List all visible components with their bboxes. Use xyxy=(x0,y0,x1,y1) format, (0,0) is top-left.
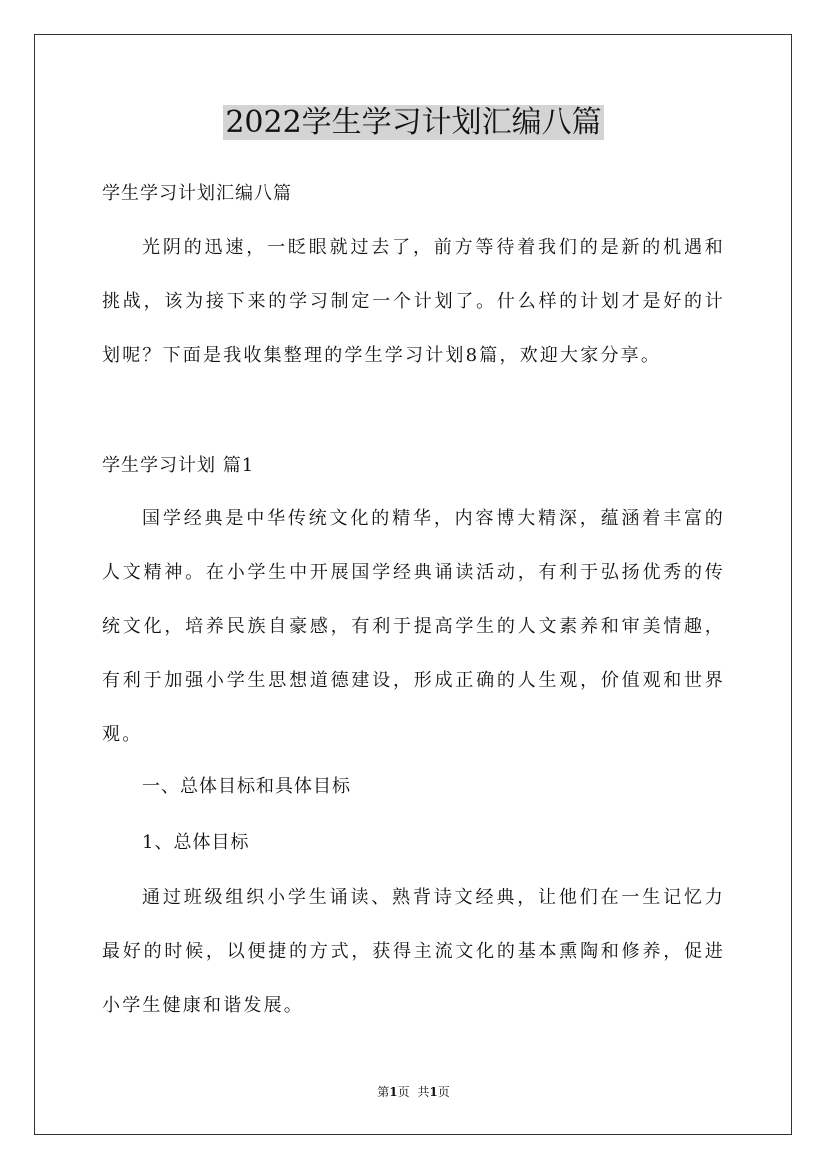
part1-paragraph: 国学经典是中华传统文化的精华，内容博大精深，蕴涵着丰富的人文精神。在小学生中开展国学经典诵读活动，有利于弘扬优秀的传统文化，培养民族自豪感，有利于提高学生的人文素养和审美情趣，有利于加强小学生思想道德建设，形成正确的人生观，价值观和世界观。 xyxy=(102,508,725,745)
document-subtitle: 学生学习计划汇编八篇 xyxy=(102,183,292,204)
part1-heading: 学生学习计划 篇1 xyxy=(102,455,255,476)
footer-total-suffix: 页 xyxy=(437,1085,450,1099)
intro-paragraph: 光阴的迅速，一眨眼就过去了，前方等待着我们的是新的机遇和挑战，该为接下来的学习制定一个计划了。什么样的计划才是好的计划呢？下面是我收集整理的学生学习计划8篇，欢迎大家分享。 xyxy=(102,237,725,366)
footer-total-number: 1 xyxy=(429,1085,438,1099)
footer-page-prefix: 第 xyxy=(377,1085,390,1099)
goal-paragraph: 通过班级组织小学生诵读、熟背诗文经典，让他们在一生记忆力最好的时候，以便捷的方式，获得主流文化的基本熏陶和修养，促进小学生健康和谐发展。 xyxy=(102,887,725,1016)
page-footer xyxy=(0,1084,827,1100)
section1-1-heading: 1、总体目标 xyxy=(142,832,250,853)
footer-page-suffix: 页 xyxy=(397,1085,410,1099)
document-title xyxy=(0,103,827,143)
section1-heading: 一、总体目标和具体目标 xyxy=(142,776,351,797)
footer-page-number: 1 xyxy=(389,1085,398,1099)
document-title-text: 2022学生学习计划汇编八篇 xyxy=(225,105,602,140)
footer-total-prefix: 共 xyxy=(417,1085,430,1099)
